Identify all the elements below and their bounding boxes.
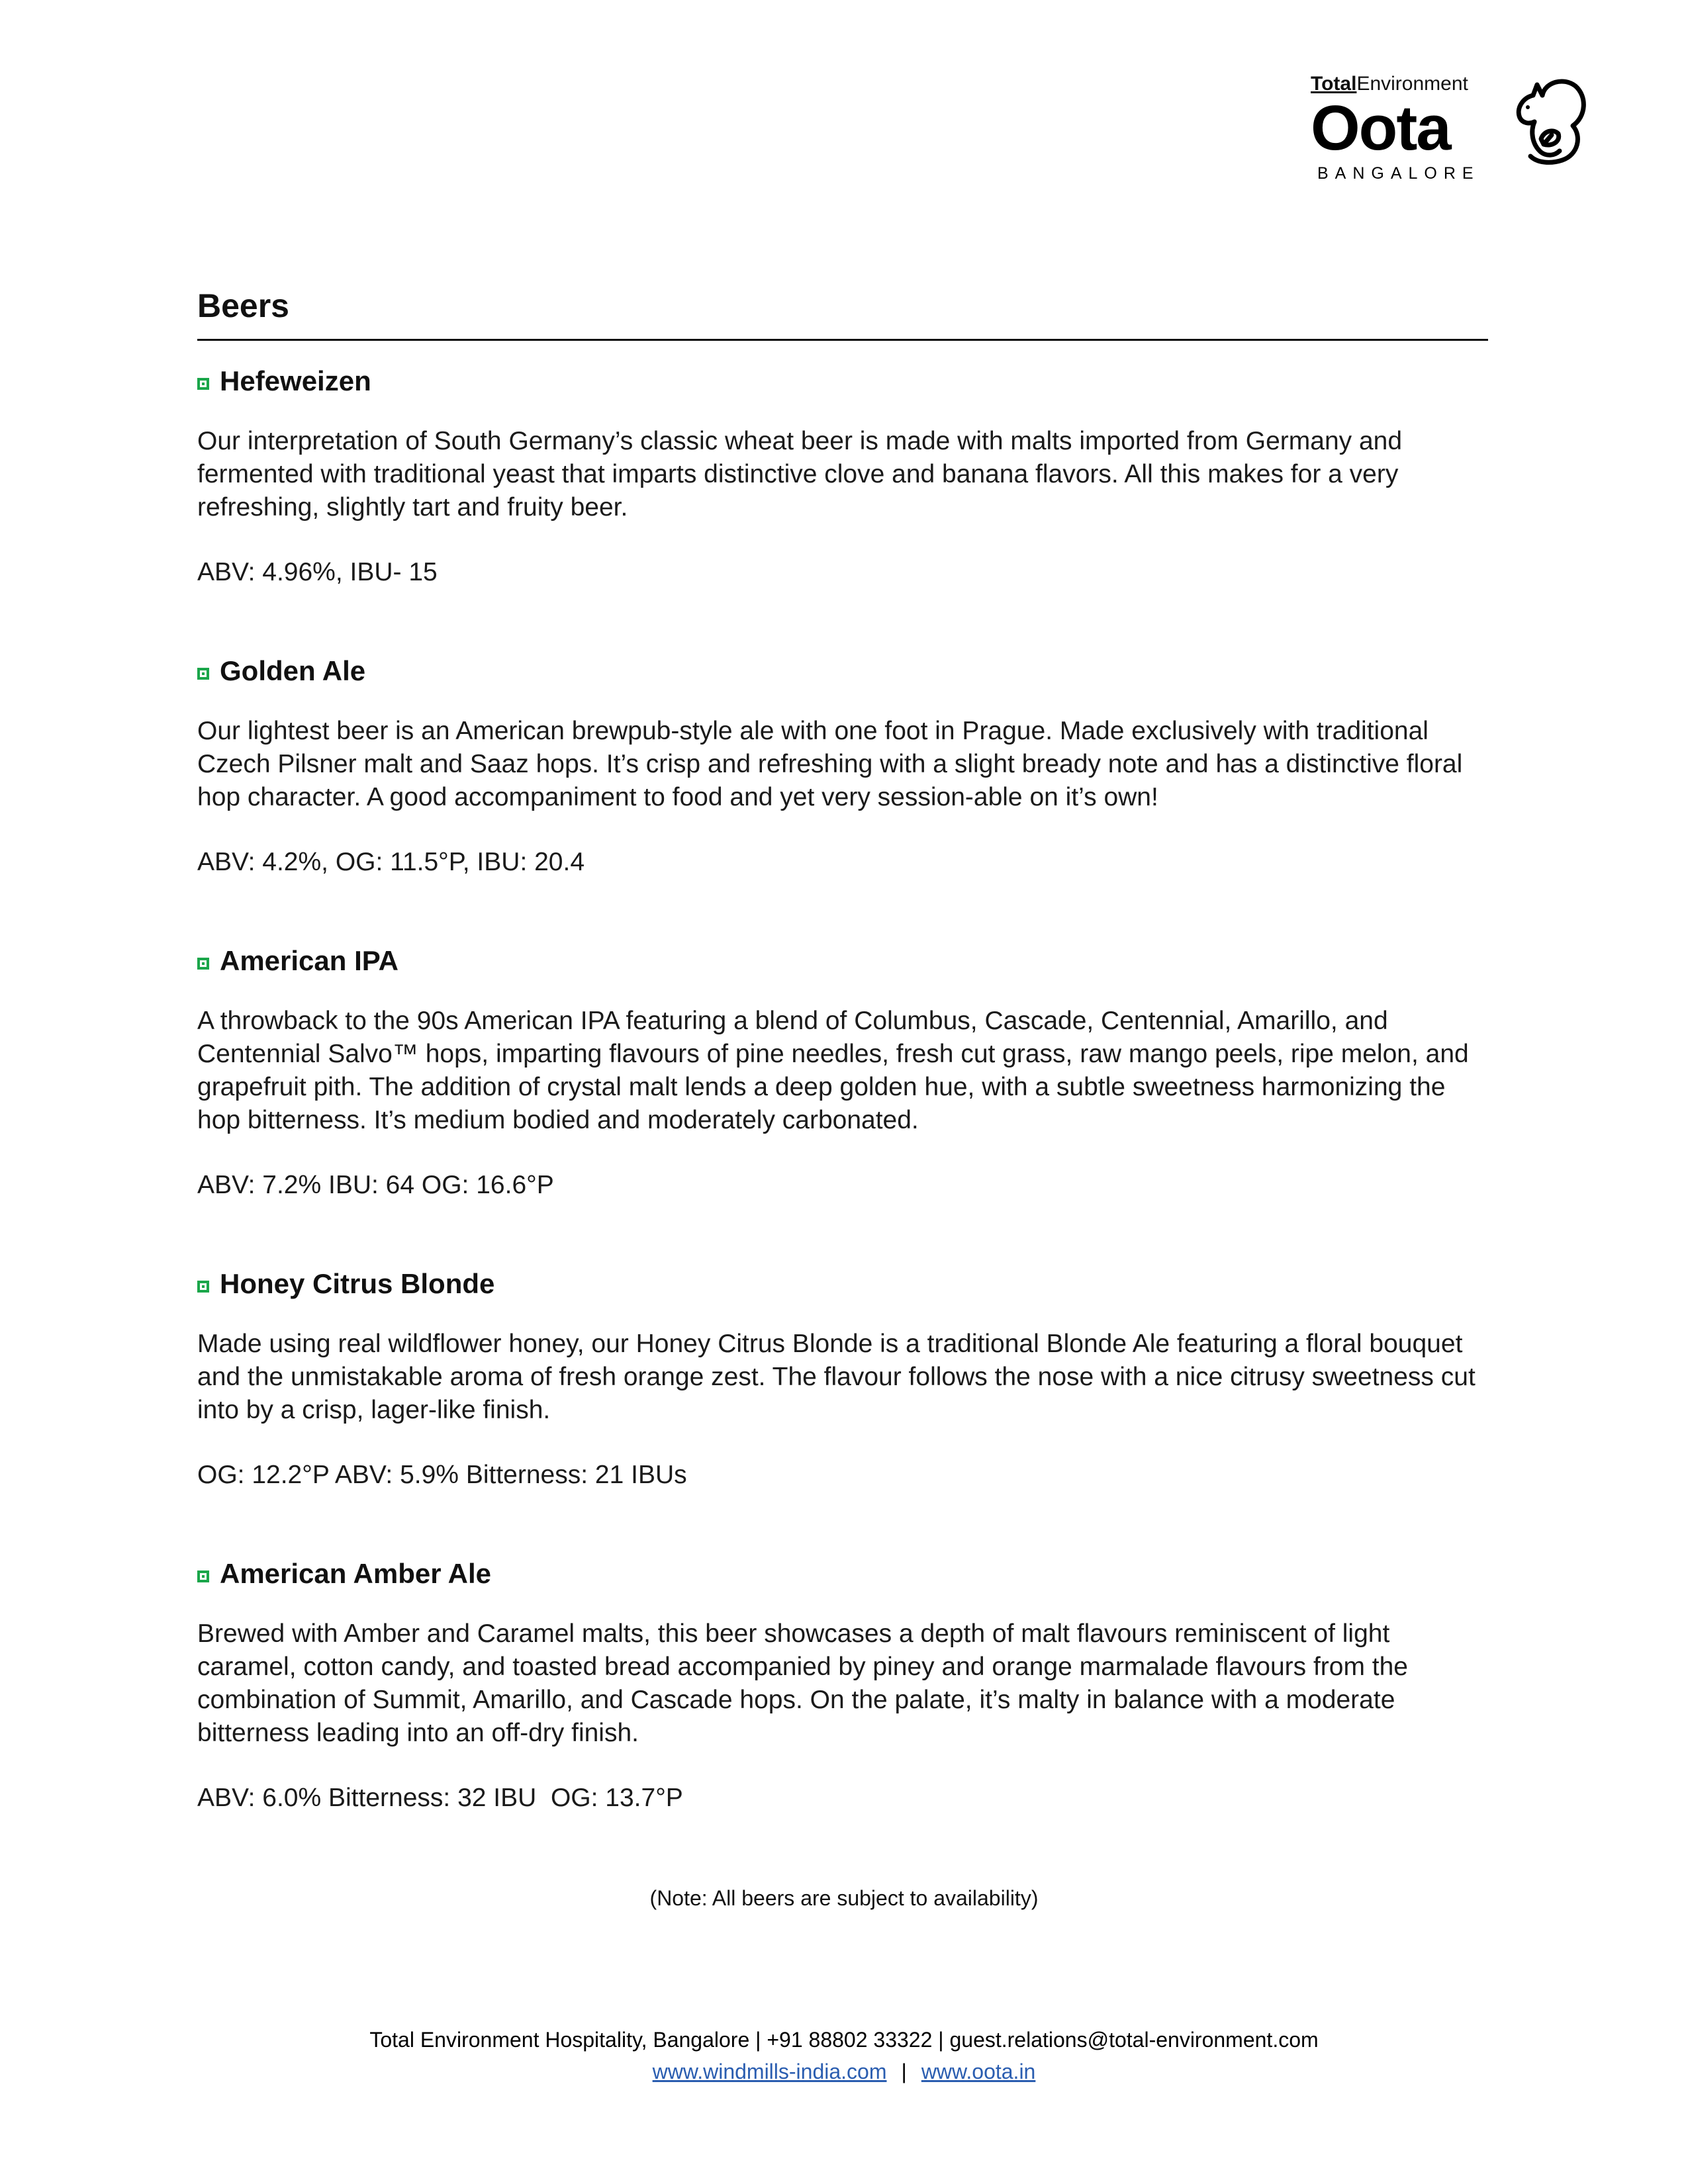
beer-name: American IPA: [220, 945, 399, 976]
page-title: Beers: [197, 287, 289, 324]
brand-bold: Total: [1311, 73, 1357, 95]
beer-name: Hefeweizen: [220, 365, 371, 396]
beer-description: Our interpretation of South Germany’s classic wheat beer is made with malts imported from Germany and fermented with traditional yeast that imparts distinctive clove and banana flavors. All this makes for a very refreshing, slightly tart and fruity beer.: [197, 427, 1403, 522]
availability-note: (Note: All beers are subject to availability): [649, 1886, 1039, 1910]
brand-rest: Environment: [1356, 73, 1468, 95]
beer-description: Made using real wildflower honey, our Honey Citrus Blonde is a traditional Blonde Ale featuring a floral bouquet and the unmistakable aroma of fresh orange zest. The flavour follows the nose with a nice citrusy sweetness cut into by a crisp, lager-like finish.: [197, 1330, 1476, 1424]
beer-stats: ABV: 4.2%, OG: 11.5°P, IBU: 20.4: [197, 848, 585, 876]
beer-description: A throwback to the 90s American IPA featuring a blend of Columbus, Cascade, Centennial, Amarillo, and Centennial Salvo™ hops, imparting flavours of pine needles, fresh cut grass, raw mango peels, ripe melon, and grapefruit pith. The addition of crystal malt lends a deep golden hue, with a subtle sweetness harmonizing the hop bitterness. It’s medium bodied and moderately carbonated.: [197, 1007, 1469, 1134]
beer-item-american-ipa: [197, 942, 1495, 1202]
brand-line: [1311, 73, 1468, 95]
squirrel-icon: [1504, 75, 1589, 165]
footer-links: [0, 2057, 1688, 2086]
beer-item-american-amber-ale: [197, 1555, 1495, 1815]
beer-name: Honey Citrus Blonde: [220, 1268, 495, 1299]
footer-contact: Total Environment Hospitality, Bangalore | +91 88802 33322 | guest.relations@total-environment.com: [369, 2028, 1319, 2052]
beer-stats: OG: 12.2°P ABV: 5.9% Bitterness: 21 IBUs: [197, 1461, 687, 1489]
beer-header: [197, 1555, 1495, 1592]
beer-name: American Amber Ale: [220, 1558, 492, 1589]
logo-name: Oota: [1311, 93, 1450, 163]
beer-name: Golden Ale: [220, 655, 366, 686]
brand-logo: [1311, 73, 1589, 185]
bullet-icon: [197, 668, 209, 680]
beer-item-honey-citrus-blonde: [197, 1265, 1495, 1492]
beer-header: [197, 942, 1495, 979]
title-divider: [197, 339, 1488, 341]
beer-description: Our lightest beer is an American brewpub-style ale with one foot in Prague. Made exclusively with traditional Czech Pilsner malt and Saaz hops. It’s crisp and refreshing with a slight bready note and has a distinctive floral hop character. A good accompaniment to food and yet very session-able on it’s own!: [197, 717, 1463, 811]
bullet-icon: [197, 1281, 209, 1293]
beer-stats: ABV: 7.2% IBU: 64 OG: 16.6°P: [197, 1171, 554, 1199]
bullet-icon: [197, 378, 209, 390]
beer-stats: ABV: 6.0% Bitterness: 32 IBU OG: 13.7°P: [197, 1784, 683, 1812]
beer-item-golden-ale: [197, 653, 1495, 879]
beer-stats: ABV: 4.96%, IBU- 15: [197, 558, 438, 586]
beer-description: Brewed with Amber and Caramel malts, this beer showcases a depth of malt flavours reminiscent of light caramel, cotton candy, and toasted bread accompanied by piney and orange marmalade flavours from the combination of Summit, Amarillo, and Cascade hops. On the palate, it’s malty in balance with a moderate bitterness leading into an off-dry finish.: [197, 1619, 1409, 1747]
bullet-icon: [197, 958, 209, 970]
bullet-icon: [197, 1570, 209, 1582]
footer-separator: |: [901, 2060, 907, 2083]
beer-header: [197, 653, 1495, 690]
oota-link[interactable]: www.oota.in: [921, 2060, 1036, 2083]
logo-city: BANGALORE: [1317, 164, 1480, 183]
beer-header: [197, 363, 1495, 400]
beer-item-hefeweizen: [197, 363, 1495, 589]
beer-header: [197, 1265, 1495, 1302]
windmills-link[interactable]: www.windmills-india.com: [652, 2060, 887, 2083]
